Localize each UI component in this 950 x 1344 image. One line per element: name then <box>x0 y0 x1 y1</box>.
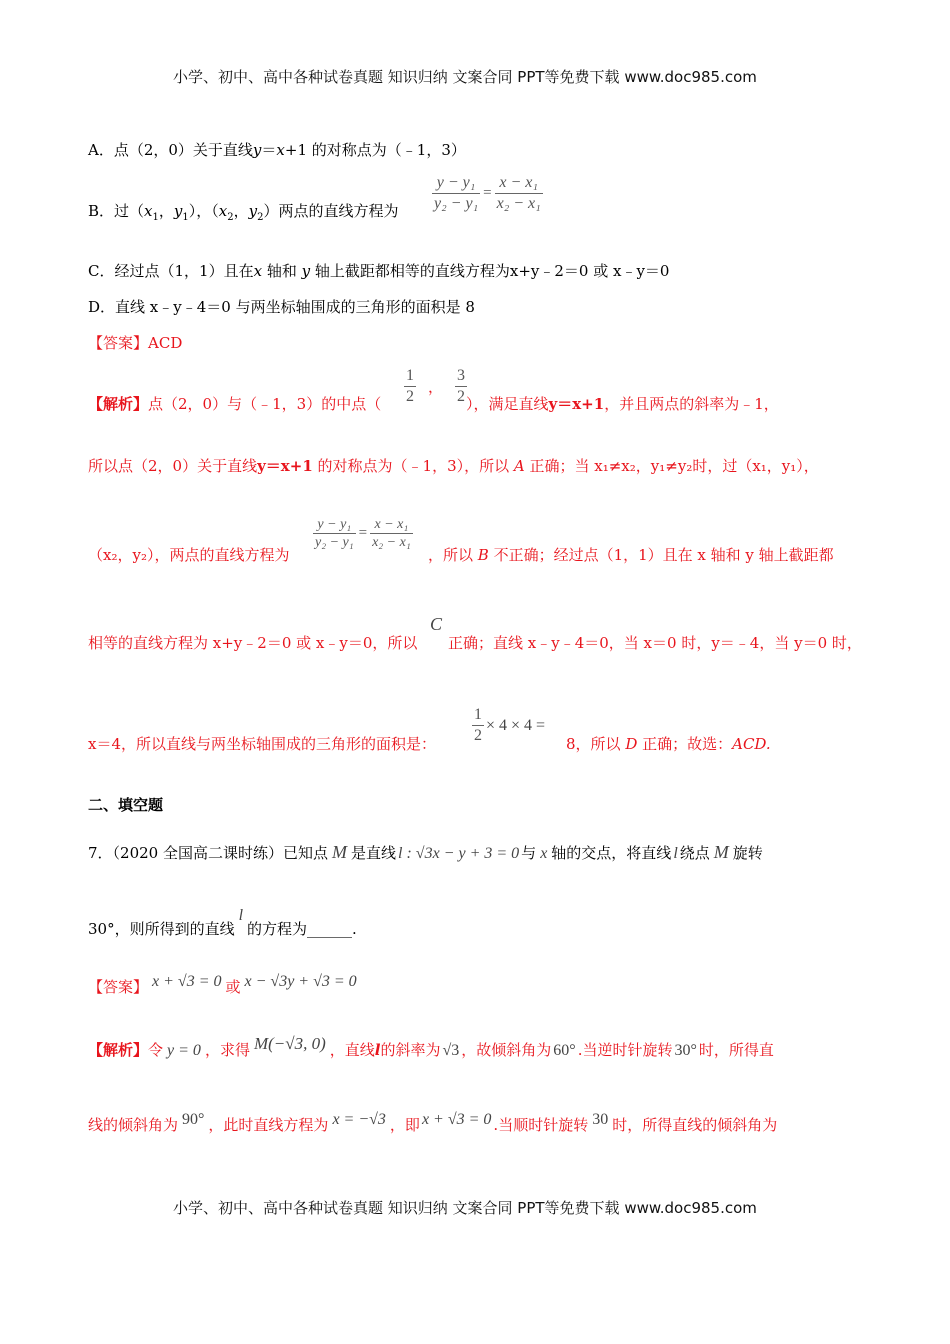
option-b-y1: y <box>173 202 183 220</box>
analysis-1-line-3a <box>88 544 289 565</box>
analysis-1-frac-2 <box>370 516 413 551</box>
analysis-2-m1: y = 0 <box>167 1042 201 1059</box>
option-b-c1: ， <box>158 202 174 220</box>
option-a <box>88 139 466 160</box>
analysis-2-l2m1: 90° <box>182 1111 205 1128</box>
analysis-2-l2m2: x = −√3 <box>332 1111 386 1128</box>
analysis-1-l2eq: y＝x+1 <box>257 457 313 475</box>
option-b-y2: y <box>248 202 258 220</box>
q7-M2: M <box>713 842 729 862</box>
q7-M: M <box>332 842 347 862</box>
analysis-1-l5a: x＝4，所以直线与两坐标轴围成的三角形的面积是： <box>88 735 437 753</box>
area-frac-num: 1 <box>472 705 484 726</box>
analysis-2-l1f: .当逆时针旋转 <box>577 1041 673 1059</box>
q7-l1f: 旋转 <box>732 844 763 862</box>
analysis-1-line-5b <box>566 733 771 754</box>
option-b-frac2-num: x − x₁ <box>495 173 543 194</box>
question-7-line-2 <box>88 907 357 939</box>
analysis-1-l3B: B <box>477 546 489 564</box>
section-title: 二、填空题 <box>88 796 164 814</box>
analysis-2-m5: 30° <box>674 1042 697 1059</box>
analysis-2-m2: M(−√3, 0) <box>253 1034 326 1053</box>
answer-2-label: 【答案】 <box>88 978 149 996</box>
analysis-2-l1l: l <box>374 1041 381 1059</box>
q7-l1c: 与 <box>521 844 537 862</box>
analysis-2-l2m3: x + √3 = 0 <box>421 1111 492 1128</box>
midpoint-x-den: 2 <box>406 388 414 405</box>
option-a-pre: A．点（2，0）关于直线 <box>88 141 253 159</box>
area-frac-den: 2 <box>474 727 482 744</box>
analysis-2-l2b: ，此时直线方程为 <box>208 1116 329 1134</box>
analysis-1-l2b: 的对称点为（﹣1，3），所以 <box>312 457 514 475</box>
analysis-2-l1a: 令 <box>148 1041 164 1059</box>
q7-l1a: 7．（2020 全国高二课时练）已知点 <box>88 844 328 862</box>
midpoint-x-num: 1 <box>404 366 416 387</box>
analysis-2-l2a: 线的倾斜角为 <box>88 1116 179 1134</box>
option-c-eq1: x+y﹣2＝0 <box>509 262 589 280</box>
analysis-1-line-2 <box>88 455 819 476</box>
analysis-1-l4a: 相等的直线方程为 x+y﹣2＝0 或 x﹣y＝0，所以 <box>88 634 418 652</box>
option-b-x1: x <box>144 202 153 220</box>
option-b-pre: B．过（ <box>88 202 145 220</box>
option-b-frac1-den: y₂ − y₁ <box>434 195 479 212</box>
analysis-1-frac2-den: x₂ − x₁ <box>372 535 411 550</box>
answer-2-eq2: x − √3y + √3 = 0 <box>244 973 357 990</box>
analysis-1-l5c: 正确；故选： <box>637 735 733 753</box>
analysis-1-line-4a <box>88 632 417 653</box>
analysis-1-l2c: 正确；当 x₁≠x₂，y₁≠y₂时，过（x₁，y₁）， <box>524 457 819 475</box>
analysis-2-l2c: ，即 <box>389 1116 420 1134</box>
option-d-pre: D．直线 <box>88 298 150 316</box>
q7-l1e: 绕点 <box>679 844 710 862</box>
option-d <box>88 296 475 317</box>
option-c-y: y <box>301 262 311 280</box>
analysis-1-l2A: A <box>513 457 525 475</box>
option-b-post: ）两点的直线方程为 <box>263 202 399 220</box>
option-c-or: 或 <box>588 262 613 280</box>
option-c <box>88 260 669 281</box>
option-c-mid1: 轴和 <box>262 262 302 280</box>
analysis-2-l2m4: 30 <box>592 1111 609 1128</box>
analysis-2-l1b: ，求得 <box>204 1041 250 1059</box>
analysis-2-l2d: .当顺时针旋转 <box>493 1116 589 1134</box>
q7-l1b: 是直线 <box>351 844 397 862</box>
analysis-2-l1g: 时，所得直 <box>698 1041 774 1059</box>
answer-2 <box>88 973 357 997</box>
analysis-1-l3b: ，所以 <box>428 546 478 564</box>
area-expr: × 4 × 4 = <box>486 716 546 734</box>
option-b-eqsign: = <box>483 185 492 201</box>
analysis-1-l1eq: y＝x+1 <box>548 395 605 413</box>
question-7-line-1 <box>88 842 763 863</box>
analysis-2-l1e: ，故倾斜角为 <box>461 1041 552 1059</box>
answer-1-label: 【答案】 <box>88 334 149 352</box>
answer-2-or: 或 <box>225 978 241 996</box>
q7-l2a: 30°，则所得到的直线 <box>88 920 235 938</box>
analysis-1-frac2-num: x − x₁ <box>370 516 413 534</box>
q7-l1d: 轴的交点，将直线 <box>551 844 672 862</box>
option-c-eq2: x﹣y＝0 <box>613 262 670 280</box>
page-header: 小学、初中、高中各种试卷真题 知识归纳 文案合同 PPT等免费下载 www.doc985.com <box>173 68 757 86</box>
option-b-fraction-1 <box>432 173 480 214</box>
option-b-mid: ），（ <box>188 202 219 220</box>
option-a-var1: y <box>252 141 262 159</box>
option-b-c2: ， <box>233 202 249 220</box>
analysis-1-l5D: D <box>625 735 638 753</box>
analysis-1-line-1b <box>466 393 779 414</box>
analysis-1-area-expr <box>472 705 545 746</box>
option-b-fraction-2 <box>495 173 543 214</box>
option-c-x: x <box>253 262 263 280</box>
option-d-eq: x﹣y﹣4＝0 <box>149 298 231 316</box>
option-b-s1b: 1 <box>182 212 189 223</box>
analysis-1-label: 【解析】 <box>88 395 149 413</box>
option-b-s1: 1 <box>152 212 159 223</box>
option-a-post: +1 的对称点为（﹣1，3） <box>284 141 466 159</box>
option-b-s2: 2 <box>227 212 234 223</box>
option-c-mid2: 轴上截距都相等的直线方程为 <box>310 262 510 280</box>
answer-1-value: ACD <box>148 334 183 352</box>
page-footer: 小学、初中、高中各种试卷真题 知识归纳 文案合同 PPT等免费下载 www.doc985.com <box>173 1199 757 1217</box>
analysis-1-frac1-num: y − y₁ <box>313 516 356 534</box>
analysis-1-line-4b <box>448 632 862 653</box>
analysis-1-l4b: 正确；直线 x﹣y﹣4＝0，当 x＝0 时，y＝﹣4，当 y＝0 时， <box>448 634 862 652</box>
q7-l: l <box>673 845 678 862</box>
analysis-1-midpoint <box>404 366 467 407</box>
answer-2-eq1: x + √3 = 0 <box>152 973 222 990</box>
area-fraction <box>472 705 484 746</box>
midpoint-y-den: 2 <box>457 388 466 405</box>
analysis-1-line-3b <box>428 544 834 565</box>
analysis-1-frac1-den: y₂ − y₁ <box>315 535 354 550</box>
option-b-frac2-den: x₂ − x₁ <box>496 195 541 212</box>
q7-l2b: 的方程为______. <box>247 920 357 938</box>
analysis-1-C: C <box>430 614 443 634</box>
analysis-1-l1a: 点（2，0）与（﹣1，3）的中点（ <box>148 395 382 413</box>
analysis-2-line-2 <box>88 1111 778 1135</box>
midpoint-y-num: 3 <box>455 366 467 387</box>
option-b-x2: x <box>218 202 228 220</box>
option-b-s2b: 2 <box>257 212 264 223</box>
analysis-1-l3a: （x₂，y₂），两点的直线方程为 <box>88 546 290 564</box>
analysis-2-label: 【解析】 <box>88 1041 149 1059</box>
analysis-1-line-1 <box>88 393 381 414</box>
option-d-post: 与两坐标轴围成的三角形的面积是 8 <box>230 298 475 316</box>
analysis-1-l2a: 所以点（2，0）关于直线 <box>88 457 258 475</box>
analysis-1-eqsign: = <box>358 525 368 541</box>
analysis-2-m3: √3 <box>442 1042 460 1059</box>
answer-1 <box>88 332 182 353</box>
analysis-2-l1d: 的斜率为 <box>380 1041 441 1059</box>
analysis-2-line-1 <box>88 1034 774 1060</box>
analysis-1-l3c: 不正确；经过点（1，1）且在 x 轴和 y 轴上截距都 <box>488 546 834 564</box>
analysis-1-l1b: ），满足直线 <box>466 395 549 413</box>
option-a-eq: ＝ <box>261 141 277 159</box>
analysis-1-l5ans: ACD. <box>732 735 771 753</box>
analysis-2-l2e: 时，所得直线的倾斜角为 <box>612 1116 778 1134</box>
midpoint-x-fraction <box>404 366 416 407</box>
option-b-frac1-num: y − y₁ <box>432 173 480 194</box>
option-b-formula <box>432 173 543 214</box>
analysis-1-frac-1 <box>313 516 356 551</box>
midpoint-comma: ， <box>428 378 444 396</box>
q7-l2l: l <box>238 907 244 924</box>
option-b <box>88 200 399 223</box>
analysis-2-l1c: ，直线 <box>329 1041 375 1059</box>
analysis-2-m4: 60° <box>553 1042 576 1059</box>
option-c-pre: C．经过点（1，1）且在 <box>88 262 254 280</box>
analysis-1-l5b: 8，所以 <box>566 735 626 753</box>
analysis-1-line-5a <box>88 733 436 754</box>
q7-x: x <box>540 845 548 862</box>
option-a-var2: x <box>276 141 285 159</box>
q7-line-equation: l : √3x − y + 3 = 0 <box>398 845 520 862</box>
analysis-1-formula <box>313 516 413 551</box>
analysis-1-l1c: ，并且两点的斜率为﹣1， <box>604 395 779 413</box>
